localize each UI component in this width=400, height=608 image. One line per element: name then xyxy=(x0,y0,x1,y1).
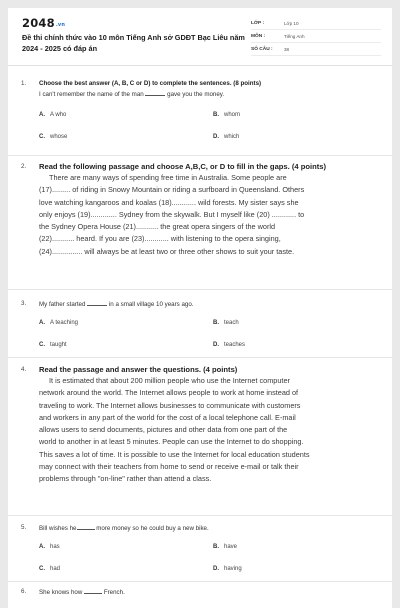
option-b[interactable]: B. whom xyxy=(213,112,241,118)
divider xyxy=(8,155,392,156)
meta-value: Tiếng Anh xyxy=(284,33,305,39)
divider xyxy=(8,357,392,358)
option-d[interactable]: D. which xyxy=(213,134,240,140)
question-stem: She knows how French. xyxy=(39,589,125,596)
meta-key: SỐ CÂU : xyxy=(251,46,273,52)
meta-row-count xyxy=(251,43,381,56)
option-c[interactable]: C. had xyxy=(39,566,61,572)
option-a[interactable]: A. A teaching xyxy=(39,320,79,326)
divider xyxy=(8,289,392,290)
meta-row-subject xyxy=(251,30,381,43)
question-number: 3. xyxy=(21,300,27,307)
option-a[interactable]: A. has xyxy=(39,544,60,550)
question-title: Read the following passage and choose A,B,C, or D to fill in the gaps. (4 points) xyxy=(39,162,327,171)
meta-value: Lớp 10 xyxy=(284,20,299,26)
question-number: 5. xyxy=(21,524,27,531)
question-number: 2. xyxy=(21,163,27,170)
option-d[interactable]: D. teaches xyxy=(213,342,246,348)
option-a[interactable]: A. A who xyxy=(39,112,67,118)
reading-passage: It is estimated that about 200 million people who use the Internet computer network around the world. The Internet allows people to work at home instead of traveling to work. The Internet allows businesses to communicate with customers and workers in any part of the world for the cost of a local telephone call. E-mail allows users to send documents, pictures and other data from one part of the world to another in at least 5 minutes. People can use the Internet to do shopping. This saves a lot of time. It is possible to use the Internet for local education students may connect with their teachers from home to send or receive e-mail or talk their problems through "on-line" rather than attend a class. xyxy=(39,376,310,484)
question-title: Read the passage and answer the questions. (4 points) xyxy=(39,365,238,374)
meta-value: 38 xyxy=(284,46,290,52)
option-b[interactable]: B. teach xyxy=(213,320,239,326)
site-logo[interactable]: 2048.vn xyxy=(22,16,66,30)
exam-page xyxy=(8,8,392,608)
meta-key: MÔN : xyxy=(251,33,266,39)
question-stem: Bill wishes he more money so he could buy a new bike. xyxy=(39,525,209,532)
question-stem: I can't remember the name of the man gave you the money. xyxy=(39,91,225,98)
question-number: 4. xyxy=(21,366,27,373)
question-number: 1. xyxy=(21,80,27,87)
divider xyxy=(8,515,392,516)
option-c[interactable]: C. taught xyxy=(39,342,67,348)
option-c[interactable]: C. whose xyxy=(39,134,68,140)
question-number: 6. xyxy=(21,588,27,595)
meta-row-class xyxy=(251,17,381,30)
option-b[interactable]: B. have xyxy=(213,544,238,550)
reading-passage: There are many ways of spending free time in Australia. Some people are (17)......... of riding in Snowy Mountain or riding a surfboard in Queensland. Others love watching kangaroos and koalas (18)............ wild forests. My sister says she only enjoys (19)............. Sydney from the skywalk. But I myself like (20) ............ to the Sydney Opera House (21)........... the great opera singers of the world (22)........... heard. If you are (23)............ with listening to the opera singing, (24)............... will always be at least two or three other shows to suit your taste. xyxy=(39,173,305,256)
option-d[interactable]: D. having xyxy=(213,566,242,572)
meta-key: LỚP : xyxy=(251,20,265,26)
question-instruction: Choose the best answer (A, B, C or D) to complete the sentences. (8 points) xyxy=(39,80,262,87)
document-title: Đề thi chính thức vào 10 môn Tiếng Anh sở GDĐT Bạc Liêu năm 2024 - 2025 có đáp án xyxy=(22,33,245,53)
exam-meta-table xyxy=(251,17,381,56)
question-stem: My father started in a small village 10 years ago. xyxy=(39,301,194,308)
page-header xyxy=(8,8,392,66)
divider xyxy=(8,581,392,582)
